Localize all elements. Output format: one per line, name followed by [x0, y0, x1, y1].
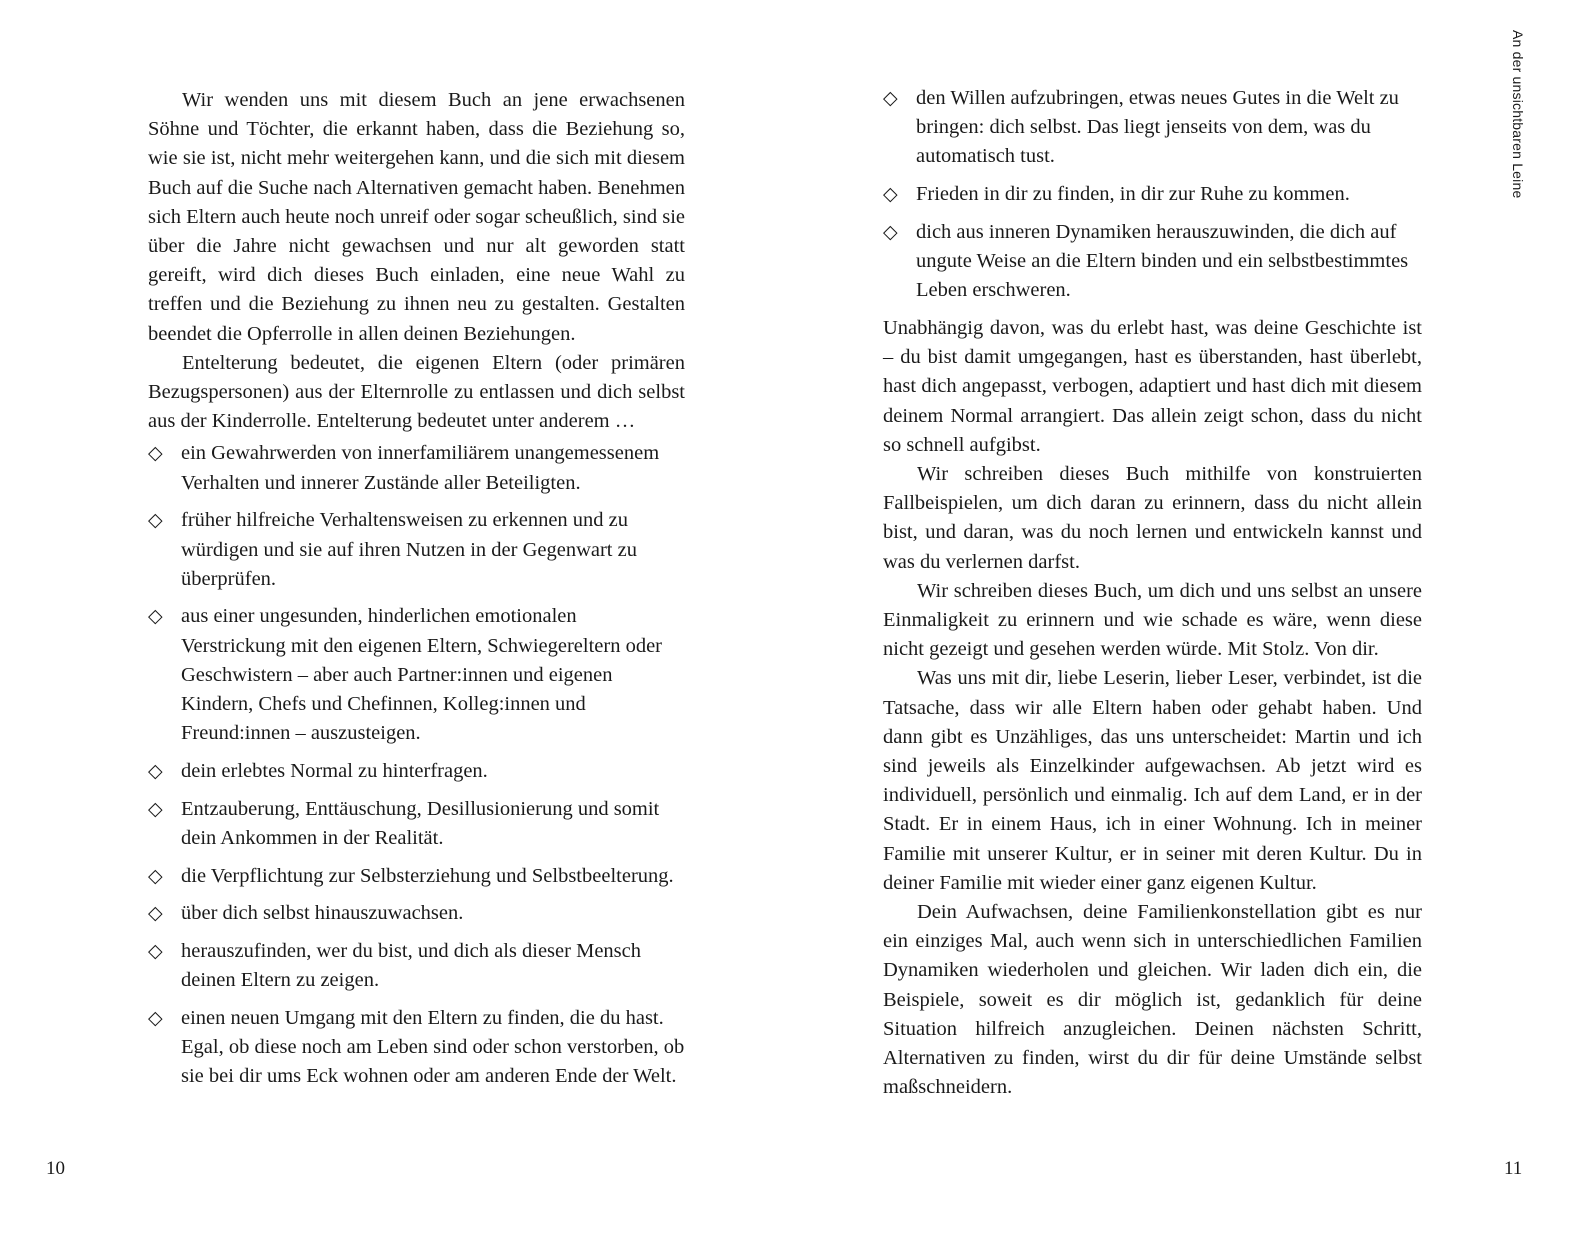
diamond-bullet-icon: ◇: [148, 864, 163, 887]
list-item-text: früher hilfreiche Verhaltensweisen zu erkennen und zu würdigen und sie auf ihren Nutzen in der Gegenwart zu überprüfen.: [181, 509, 637, 590]
right-page: [797, 0, 1594, 1240]
right-text-column: [883, 84, 1422, 1102]
list-item: [148, 937, 685, 995]
list-item-text: den Willen aufzubringen, etwas neues Gutes in die Welt zu bringen: dich selbst. Das liegt jenseits von dem, was du automatisch tust.: [916, 87, 1399, 168]
page-number: 10: [46, 1158, 65, 1179]
list-item: [883, 180, 1422, 209]
list-item: [148, 795, 685, 853]
running-head: An der unsichtbaren Leine: [1510, 30, 1526, 199]
list-item: [148, 602, 685, 748]
body-paragraph: Wir schreiben dieses Buch, um dich und uns selbst an unsere Einmaligkeit zu erinnern und wie schade es wäre, wenn diese nicht gezeigt und gesehen werden würde. Mit Stolz. Von dir.: [883, 579, 1422, 661]
diamond-bullet-icon: ◇: [148, 1006, 163, 1029]
diamond-bullet-icon: ◇: [148, 902, 163, 925]
list-item-text: ein Gewahrwerden von innerfamiliärem unangemessenem Verhalten und innerer Zustände aller Beteiligten.: [181, 442, 660, 494]
list-item-text: Entzauberung, Enttäuschung, Desillusionierung und somit dein Ankommen in der Realität.: [181, 797, 660, 849]
list-item-text: dein erlebtes Normal zu hinterfragen.: [181, 759, 488, 782]
list-item: [148, 506, 685, 594]
body-paragraph: Wir wenden uns mit diesem Buch an jene erwachsenen Söhne und Töchter, die erkannt haben, dass die Beziehung so, wie sie ist, nicht mehr weitergehen kann, und die sich mit diesem Buch auf die Suche nach Alternativen gemacht haben. Benehmen sich Eltern auch heute noch unreif oder sogar scheußlich, sind sie über die Jahre nicht gewachsen und nur alt geworden statt gereift, wird dich dieses Buch einladen, eine neue Wahl zu treffen und die Beziehung zu ihnen neu zu gestalten. Gestalten beendet die Opferrolle in allen deinen Beziehungen.: [148, 89, 685, 345]
diamond-bullet-icon: ◇: [148, 605, 163, 628]
list-item-text: die Verpflichtung zur Selbsterziehung und Selbstbeelterung.: [181, 864, 674, 887]
list-item-text: einen neuen Umgang mit den Eltern zu finden, die du hast. Egal, ob diese noch am Leben sind oder schon verstorben, ob sie bei dir ums Eck wohnen oder am anderen Ende der Welt.: [181, 1006, 685, 1088]
list-item: [883, 218, 1422, 306]
page-number: 11: [1504, 1158, 1523, 1179]
body-paragraph: Was uns mit dir, liebe Leserin, lieber Leser, verbindet, ist die Tatsache, dass wir alle Eltern haben oder gehabt haben. Und dann gibt es Unzähliges, das uns unterscheidet: Martin und ich sind jeweils als Einzelkinder aufgewachsen. Ab jetzt wird es individuell, persönlich und einmalig. Ich auf dem Land, er in der Stadt. Er in einem Haus, ich in einer Wohnung. Ich in meiner Familie mit unserer Kultur, er in seiner mit deren Kultur. Du in deiner Familie mit wieder einer ganz eigenen Kultur.: [883, 667, 1422, 894]
list-item: [148, 757, 685, 786]
diamond-bullet-icon: ◇: [148, 442, 163, 465]
list-item-text: aus einer ungesunden, hinderlichen emotionalen Verstrickung mit den eigenen Eltern, Schwiegereltern oder Geschwistern – aber auch Partner:innen und eigenen Kindern, Chefs und Chefinnen, Kolleg:innen und Freund:innen – auszusteigen.: [181, 605, 663, 745]
diamond-bullet-icon: ◇: [148, 759, 163, 782]
bullet-list: [883, 84, 1422, 305]
list-item: [148, 439, 685, 497]
diamond-bullet-icon: ◇: [883, 220, 898, 243]
list-item: [148, 1004, 685, 1092]
list-item-text: herauszufinden, wer du bist, und dich als dieser Mensch deinen Eltern zu zeigen.: [181, 939, 641, 992]
body-paragraph: Entelterung bedeutet, die eigenen Eltern (oder primären Bezugspersonen) aus der Elternrolle zu entlassen und dich selbst aus der Kinderrolle. Entelterung bedeutet unter anderem …: [148, 351, 685, 433]
diamond-bullet-icon: ◇: [148, 509, 163, 532]
left-text-column: [148, 86, 685, 1100]
diamond-bullet-icon: ◇: [148, 939, 163, 962]
list-item-text: dich aus inneren Dynamiken herauszuwinden, die dich auf ungute Weise an die Eltern binden und ein selbstbestimmtes Leben erschweren.: [916, 220, 1409, 302]
list-item-text: Frieden in dir zu finden, in dir zur Ruhe zu kommen.: [916, 183, 1350, 206]
list-item-text: über dich selbst hinauszuwachsen.: [181, 902, 464, 925]
diamond-bullet-icon: ◇: [883, 87, 898, 109]
diamond-bullet-icon: ◇: [148, 797, 163, 820]
list-item: [148, 899, 685, 928]
diamond-bullet-icon: ◇: [883, 183, 898, 206]
body-paragraph: Dein Aufwachsen, deine Familienkonstellation gibt es nur ein einziges Mal, auch wenn sich in unterschiedlichen Familien Dynamiken wiederholen und gleichen. Wir laden dich ein, die Beispiele, soweit es dir möglich ist, gedanklich für deine Situation hilfreich anzugleichen. Deinen nächsten Schritt, Alternativen zu finden, wirst du dir für deine Umstände selbst maßschneidern.: [883, 900, 1422, 1099]
body-paragraph: Wir schreiben dieses Buch mithilfe von konstruierten Fallbeispielen, um dich daran zu erinnern, dass du nicht allein bist, und daran, was du noch lernen und entwickeln kannst und was du verlernen darfst.: [883, 462, 1422, 573]
list-item: [883, 84, 1422, 172]
bullet-list: [148, 439, 685, 1091]
body-paragraph: Unabhängig davon, was du erlebt hast, was deine Geschichte ist – du bist damit umgegangen, hast es überstanden, hast überlebt, hast dich angepasst, verbogen, adaptiert und hast dich mit diesem deinem Normal arrangiert. Das allein zeigt schon, dass du nicht so schnell aufgibst.: [883, 316, 1422, 456]
list-item: [148, 862, 685, 891]
